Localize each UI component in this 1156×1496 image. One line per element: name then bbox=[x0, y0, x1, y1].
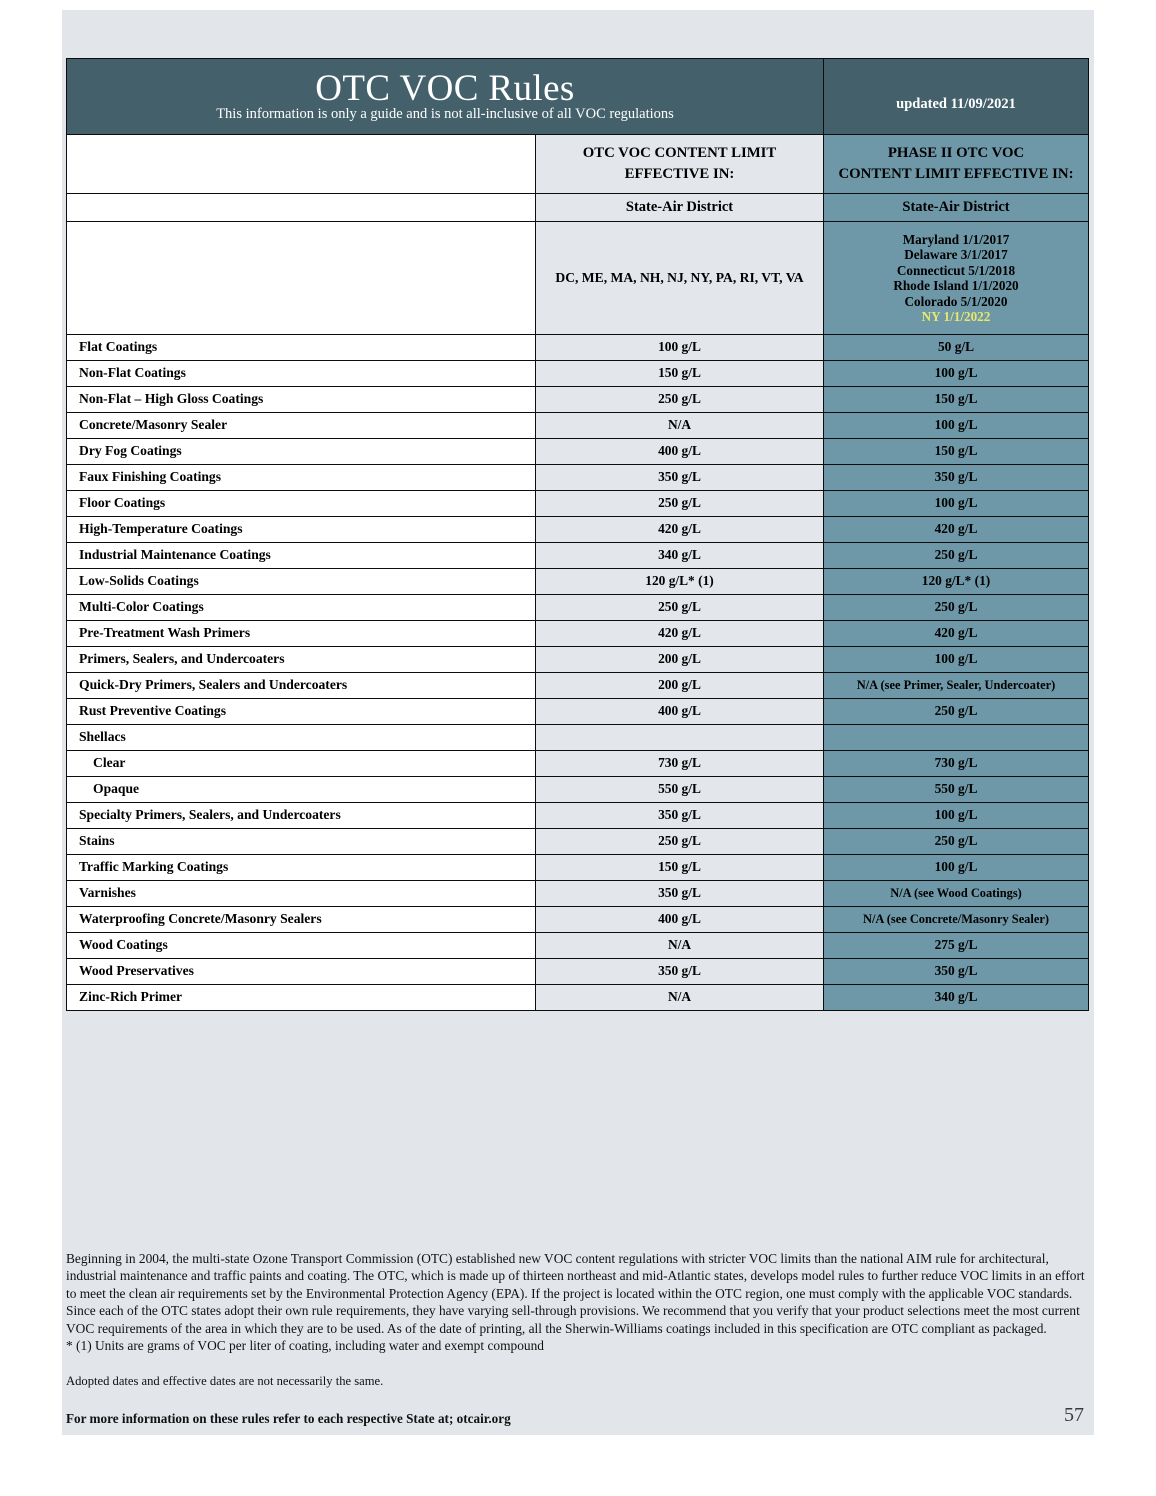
table-row bbox=[67, 699, 1089, 725]
table-row bbox=[67, 413, 1089, 439]
subheader-otc-state-air-district: State-Air District bbox=[536, 194, 824, 222]
table-row bbox=[67, 439, 1089, 465]
coating-category-name: Multi-Color Coatings bbox=[67, 595, 536, 621]
table-title-row bbox=[67, 59, 1089, 135]
phase2-limit-value: 100 g/L bbox=[824, 491, 1089, 517]
coating-category-name: Floor Coatings bbox=[67, 491, 536, 517]
phase2-limit-value: 50 g/L bbox=[824, 335, 1089, 361]
subheader-phase2-state-air-district: State-Air District bbox=[824, 194, 1089, 222]
otc-limit-value: 250 g/L bbox=[536, 491, 824, 517]
otc-limit-value: 350 g/L bbox=[536, 881, 824, 907]
coating-category-name: Stains bbox=[67, 829, 536, 855]
coating-category-name: Rust Preventive Coatings bbox=[67, 699, 536, 725]
table-row bbox=[67, 569, 1089, 595]
subheader-blank-cell bbox=[67, 194, 536, 222]
otc-limit-value: 250 g/L bbox=[536, 829, 824, 855]
table-row bbox=[67, 595, 1089, 621]
otc-limit-value: 200 g/L bbox=[536, 673, 824, 699]
footer-notes bbox=[66, 1250, 1090, 1427]
coating-category-name: Wood Preservatives bbox=[67, 959, 536, 985]
phase2-limit-value: 250 g/L bbox=[824, 829, 1089, 855]
table-row bbox=[67, 855, 1089, 881]
otc-limit-value: 400 g/L bbox=[536, 907, 824, 933]
phase2-limit-value: 250 g/L bbox=[824, 543, 1089, 569]
phase2-state-line: Colorado 5/1/2020 bbox=[904, 293, 1008, 309]
otc-limit-value: 400 g/L bbox=[536, 439, 824, 465]
table-row bbox=[67, 673, 1089, 699]
coating-category-name: Low-Solids Coatings bbox=[67, 569, 536, 595]
phase2-limit-value: N/A (see Primer, Sealer, Undercoater) bbox=[824, 673, 1089, 699]
scope-blank-cell bbox=[67, 222, 536, 335]
phase2-limit-value bbox=[824, 725, 1089, 751]
coating-category-name: Quick-Dry Primers, Sealers and Undercoaters bbox=[67, 673, 536, 699]
header-otc-limit-line1: OTC VOC CONTENT LIMIT bbox=[582, 145, 777, 161]
phase2-state-line: Maryland 1/1/2017 bbox=[902, 232, 1010, 247]
otc-limit-value: 150 g/L bbox=[536, 361, 824, 387]
otc-limit-value: 250 g/L bbox=[536, 387, 824, 413]
phase2-limit-value: 100 g/L bbox=[824, 647, 1089, 673]
table-row bbox=[67, 335, 1089, 361]
coating-category-name: Zinc-Rich Primer bbox=[67, 985, 536, 1011]
phase2-limit-value: N/A (see Wood Coatings) bbox=[824, 881, 1089, 907]
otc-limit-value: 340 g/L bbox=[536, 543, 824, 569]
page-number: 57 bbox=[1064, 1404, 1084, 1426]
phase2-limit-value: 420 g/L bbox=[824, 621, 1089, 647]
otc-limit-value: 200 g/L bbox=[536, 647, 824, 673]
header-otc-limit-line2: EFFECTIVE IN: bbox=[624, 166, 735, 182]
table-row bbox=[67, 985, 1089, 1011]
phase2-limit-value: 100 g/L bbox=[824, 855, 1089, 881]
table-row bbox=[67, 907, 1089, 933]
otc-limit-value: N/A bbox=[536, 413, 824, 439]
otc-limit-value: N/A bbox=[536, 933, 824, 959]
phase2-state-line: Connecticut 5/1/2018 bbox=[896, 262, 1016, 278]
coating-category-name: Primers, Sealers, and Undercoaters bbox=[67, 647, 536, 673]
otc-limit-value: 420 g/L bbox=[536, 621, 824, 647]
table-row bbox=[67, 751, 1089, 777]
otc-limit-value: N/A bbox=[536, 985, 824, 1011]
table-row bbox=[67, 777, 1089, 803]
table-row bbox=[67, 543, 1089, 569]
table-header-row bbox=[67, 135, 1089, 194]
table-row bbox=[67, 361, 1089, 387]
coating-category-name: Specialty Primers, Sealers, and Undercoaters bbox=[67, 803, 536, 829]
footer-adopted-note: Adopted dates and effective dates are not necessarily the same. bbox=[66, 1374, 384, 1389]
coating-category-name: Dry Fog Coatings bbox=[67, 439, 536, 465]
table-scope-row bbox=[67, 222, 1089, 335]
otc-limit-value: 420 g/L bbox=[536, 517, 824, 543]
phase2-state-line: NY 1/1/2022 bbox=[921, 309, 991, 325]
phase2-limit-value: 120 g/L* (1) bbox=[824, 569, 1089, 595]
table-row bbox=[67, 803, 1089, 829]
otc-limit-value: 100 g/L bbox=[536, 335, 824, 361]
document-title-cell bbox=[67, 59, 824, 135]
otc-limit-value: 150 g/L bbox=[536, 855, 824, 881]
phase2-limit-value: 550 g/L bbox=[824, 777, 1089, 803]
coating-category-name: Varnishes bbox=[67, 881, 536, 907]
phase2-limit-value: 100 g/L bbox=[824, 803, 1089, 829]
otc-limit-value: 350 g/L bbox=[536, 465, 824, 491]
phase2-limit-value: 730 g/L bbox=[824, 751, 1089, 777]
coating-category-name: Non-Flat Coatings bbox=[67, 361, 536, 387]
otc-limit-value bbox=[536, 725, 824, 751]
coating-category-name: High-Temperature Coatings bbox=[67, 517, 536, 543]
coating-category-name: Wood Coatings bbox=[67, 933, 536, 959]
table-row bbox=[67, 647, 1089, 673]
coating-category-name: Industrial Maintenance Coatings bbox=[67, 543, 536, 569]
voc-rules-table bbox=[66, 58, 1089, 1011]
table-subheader-row bbox=[67, 194, 1089, 222]
header-phase2-limit-line1: PHASE II OTC VOC bbox=[887, 145, 1025, 161]
otc-limit-value: 730 g/L bbox=[536, 751, 824, 777]
coating-category-name: Flat Coatings bbox=[67, 335, 536, 361]
phase2-limit-value: 350 g/L bbox=[824, 959, 1089, 985]
coating-category-name: Traffic Marking Coatings bbox=[67, 855, 536, 881]
otc-limit-value: 350 g/L bbox=[536, 959, 824, 985]
coating-category-name: Non-Flat – High Gloss Coatings bbox=[67, 387, 536, 413]
footer-paragraph: Beginning in 2004, the multi-state Ozone Transport Commission (OTC) established new VOC content regulations with stricter VOC limits than the national AIM rule for architectural, industrial maintenance and traffic paints and coating. The OTC, which is made up of thirteen northeast and mid-Atlantic states, develops model rules to further reduce VOC limits in an effort to meet the clean air requirements set by the Environmental Protection Agency (EPA). If the project is located within the OTC region, one must comply with the applicable VOC standards. Since each of the OTC states adopt their own rule requirements, they have varying sell-through provisions. We recommend that you verify that your product selections meet the most current VOC requirements of the area in which they are to be used. As of the date of printing, all the Sherwin-Williams coatings included in this specification are OTC compliant as packaged. bbox=[66, 1251, 1085, 1336]
footer-footnote: * (1) Units are grams of VOC per liter of coating, including water and exempt compound bbox=[66, 1338, 544, 1354]
phase2-state-line: Delaware 3/1/2017 bbox=[904, 247, 1008, 263]
updated-date-cell: updated 11/09/2021 bbox=[824, 59, 1089, 135]
otc-limit-value: 400 g/L bbox=[536, 699, 824, 725]
table-row bbox=[67, 959, 1089, 985]
table-row bbox=[67, 881, 1089, 907]
header-phase2-limit bbox=[824, 135, 1089, 194]
page-subtitle: This information is only a guide and is not all-inclusive of all VOC regulations bbox=[216, 106, 674, 122]
scope-otc-states: DC, ME, MA, NH, NJ, NY, PA, RI, VT, VA bbox=[536, 222, 824, 335]
coating-category-name: Pre-Treatment Wash Primers bbox=[67, 621, 536, 647]
phase2-limit-value: 100 g/L bbox=[824, 361, 1089, 387]
table-row bbox=[67, 465, 1089, 491]
phase2-state-line: Rhode Island 1/1/2020 bbox=[893, 278, 1019, 294]
otc-limit-value: 250 g/L bbox=[536, 595, 824, 621]
table-row bbox=[67, 387, 1089, 413]
phase2-limit-value: 340 g/L bbox=[824, 985, 1089, 1011]
phase2-limit-value: 250 g/L bbox=[824, 595, 1089, 621]
otc-limit-value: 120 g/L* (1) bbox=[536, 569, 824, 595]
phase2-limit-value: N/A (see Concrete/Masonry Sealer) bbox=[824, 907, 1089, 933]
table-row bbox=[67, 933, 1089, 959]
header-otc-limit bbox=[536, 135, 824, 194]
coating-category-name: Waterproofing Concrete/Masonry Sealers bbox=[67, 907, 536, 933]
otc-limit-value: 550 g/L bbox=[536, 777, 824, 803]
table-row bbox=[67, 517, 1089, 543]
phase2-limit-value: 420 g/L bbox=[824, 517, 1089, 543]
coating-category-name: Faux Finishing Coatings bbox=[67, 465, 536, 491]
coating-category-name: Opaque bbox=[67, 777, 536, 803]
phase2-limit-value: 275 g/L bbox=[824, 933, 1089, 959]
phase2-limit-value: 250 g/L bbox=[824, 699, 1089, 725]
table-row bbox=[67, 621, 1089, 647]
table-body bbox=[67, 59, 1089, 1011]
scope-phase2-states bbox=[824, 222, 1089, 335]
footer-more-info: For more information on these rules refer to each respective State at; otcair.org bbox=[66, 1411, 511, 1427]
phase2-limit-value: 150 g/L bbox=[824, 387, 1089, 413]
otc-limit-value: 350 g/L bbox=[536, 803, 824, 829]
phase2-limit-value: 100 g/L bbox=[824, 413, 1089, 439]
table-row bbox=[67, 491, 1089, 517]
page-title: OTC VOC Rules bbox=[315, 68, 575, 109]
coating-category-name: Clear bbox=[67, 751, 536, 777]
table-row bbox=[67, 829, 1089, 855]
table-row bbox=[67, 725, 1089, 751]
header-phase2-limit-line2: CONTENT LIMIT EFFECTIVE IN: bbox=[838, 166, 1074, 182]
header-blank-cell bbox=[67, 135, 536, 194]
phase2-limit-value: 350 g/L bbox=[824, 465, 1089, 491]
coating-category-name: Concrete/Masonry Sealer bbox=[67, 413, 536, 439]
coating-category-name: Shellacs bbox=[67, 725, 536, 751]
phase2-limit-value: 150 g/L bbox=[824, 439, 1089, 465]
